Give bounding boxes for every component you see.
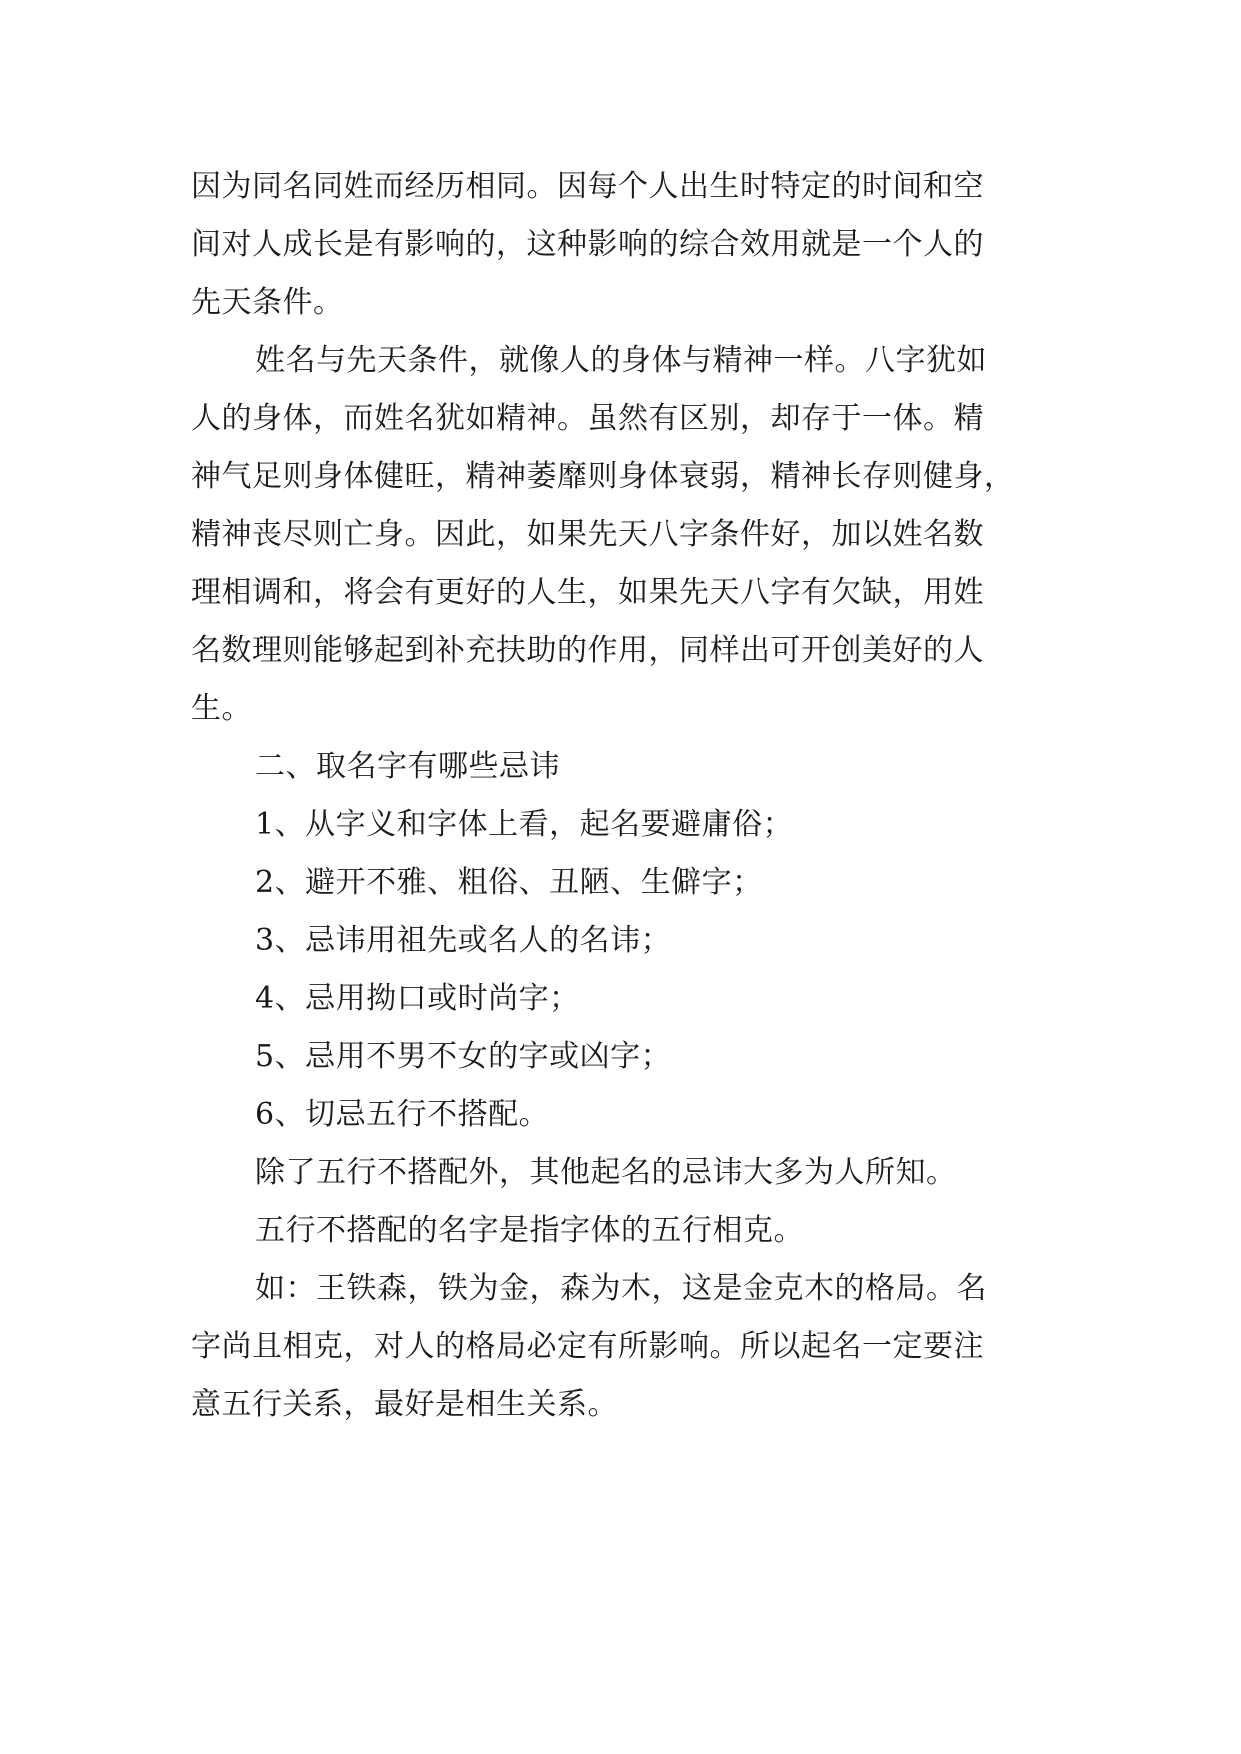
- text-line: 神气足则身体健旺，精神萎靡则身体衰弱，精神长存则健身，: [191, 459, 1015, 494]
- text-line: 人的身体，而姓名犹如精神。虽然有区别，却存于一体。精: [191, 401, 984, 436]
- list-item: 2、避开不雅、粗俗、丑陋、生僻字；: [255, 865, 763, 900]
- list-item: 1、从字义和字体上看，起名要避庸俗；: [255, 807, 794, 842]
- text-line: 生。: [191, 691, 252, 726]
- text-line: 因为同名同姓而经历相同。因每个人出生时特定的时间和空: [191, 169, 984, 204]
- text-line: 五行不搭配的名字是指字体的五行相克。: [255, 1213, 804, 1248]
- list-item: 5、忌用不男不女的字或凶字；: [255, 1039, 672, 1074]
- text-line: 间对人成长是有影响的，这种影响的综合效用就是一个人的: [191, 227, 984, 262]
- list-item: 3、忌讳用祖先或名人的名讳；: [255, 923, 672, 958]
- text-line: 精神丧尽则亡身。因此，如果先天八字条件好，加以姓名数: [191, 517, 984, 552]
- text-line: 先天条件。: [191, 285, 344, 320]
- text-line: 除了五行不搭配外，其他起名的忌讳大多为人所知。: [255, 1155, 957, 1190]
- document-body: [191, 158, 1053, 1434]
- text-line: 意五行关系，最好是相生关系。: [191, 1387, 618, 1422]
- text-line: 如：王铁森，铁为金，森为木，这是金克木的格局。名: [255, 1271, 987, 1306]
- section-heading: 二、取名字有哪些忌讳: [255, 749, 560, 784]
- list-item: 6、切忌五行不搭配。: [255, 1097, 550, 1132]
- text-line: 字尚且相克，对人的格局必定有所影响。所以起名一定要注: [191, 1329, 984, 1364]
- text-line: 姓名与先天条件，就像人的身体与精神一样。八字犹如: [255, 343, 987, 378]
- text-line: 名数理则能够起到补充扶助的作用，同样出可开创美好的人: [191, 633, 984, 668]
- text-line: 理相调和，将会有更好的人生，如果先天八字有欠缺，用姓: [191, 575, 984, 610]
- list-item: 4、忌用拗口或时尚字；: [255, 981, 580, 1016]
